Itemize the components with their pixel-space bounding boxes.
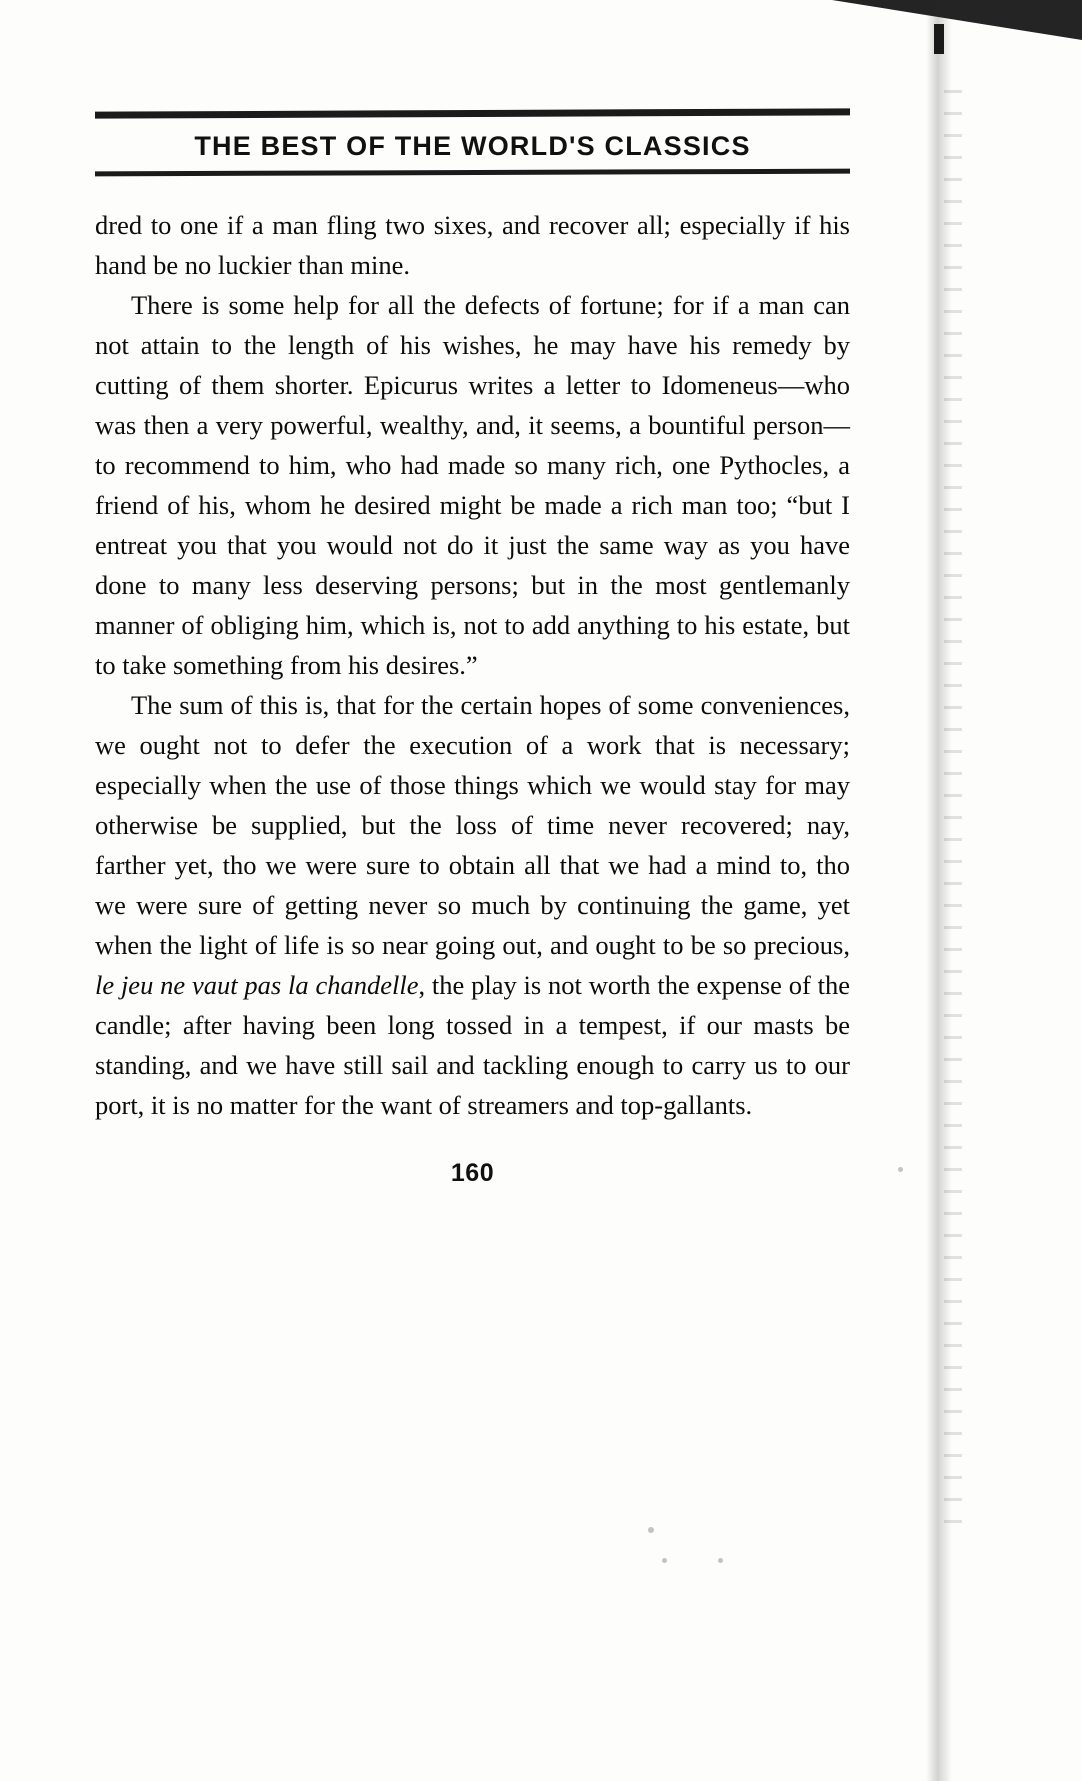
page-edge-speckle	[944, 90, 962, 1540]
running-head: THE BEST OF THE WORLD'S CLASSICS	[194, 131, 751, 161]
header-rule-bottom	[95, 169, 850, 177]
header-rule-top	[95, 108, 850, 118]
page-number: 160	[450, 1159, 495, 1187]
scan-speck	[718, 1558, 723, 1563]
foreign-phrase: le jeu ne vaut pas la chandelle	[95, 970, 419, 1000]
paragraph-with-italics	[95, 685, 850, 1125]
paragraph-segment: , the play is not worth the expense of the candle; after having been long tossed in a tempest, if our masts be standing, and we have still sail and tackling enough to carry us to our port, it is no matter for the want of streamers and top-gallants.	[95, 970, 850, 1120]
binding-shadow-corner	[832, 0, 1082, 40]
binding-edge-mark	[934, 24, 944, 54]
scan-speck	[648, 1527, 654, 1533]
scan-speck	[898, 1167, 903, 1172]
paragraph-segment: The sum of this is, that for the certain hopes of some conveniences, we ought not to defer the execution of a work that is necessary; especially when the use of those things which we would stay for may otherwise be supplied, but the loss of time never recovered; nay, farther yet, tho we were sure to obtain all that we had a mind to, tho we were sure of getting never so much by continuing the game, yet when the light of life is so near going out, and ought to be so precious,	[95, 690, 850, 960]
paragraph: dred to one if a man fling two sixes, and recover all; especially if his hand be no luckier than mine.	[95, 210, 850, 280]
paragraph: There is some help for all the defects of fortune; for if a man can not attain to the length of his wishes, he may have his remedy by cutting of them shorter. Epicurus writes a letter to Idomeneus—who was then a very powerful, wealthy, and, it seems, a bountiful person—to recommend to him, who had made so many rich, one Pythocles, a friend of his, whom he desired might be made a rich man too; “but I entreat you that you would not do it just the same way as you have done to many less deserving persons; but in the most gentlemanly manner of obliging him, which is, not to add anything to his estate, but to take something from his desires.”	[95, 290, 850, 680]
page-content	[95, 110, 850, 1188]
scan-speck	[662, 1558, 667, 1563]
body-text	[95, 205, 850, 1125]
